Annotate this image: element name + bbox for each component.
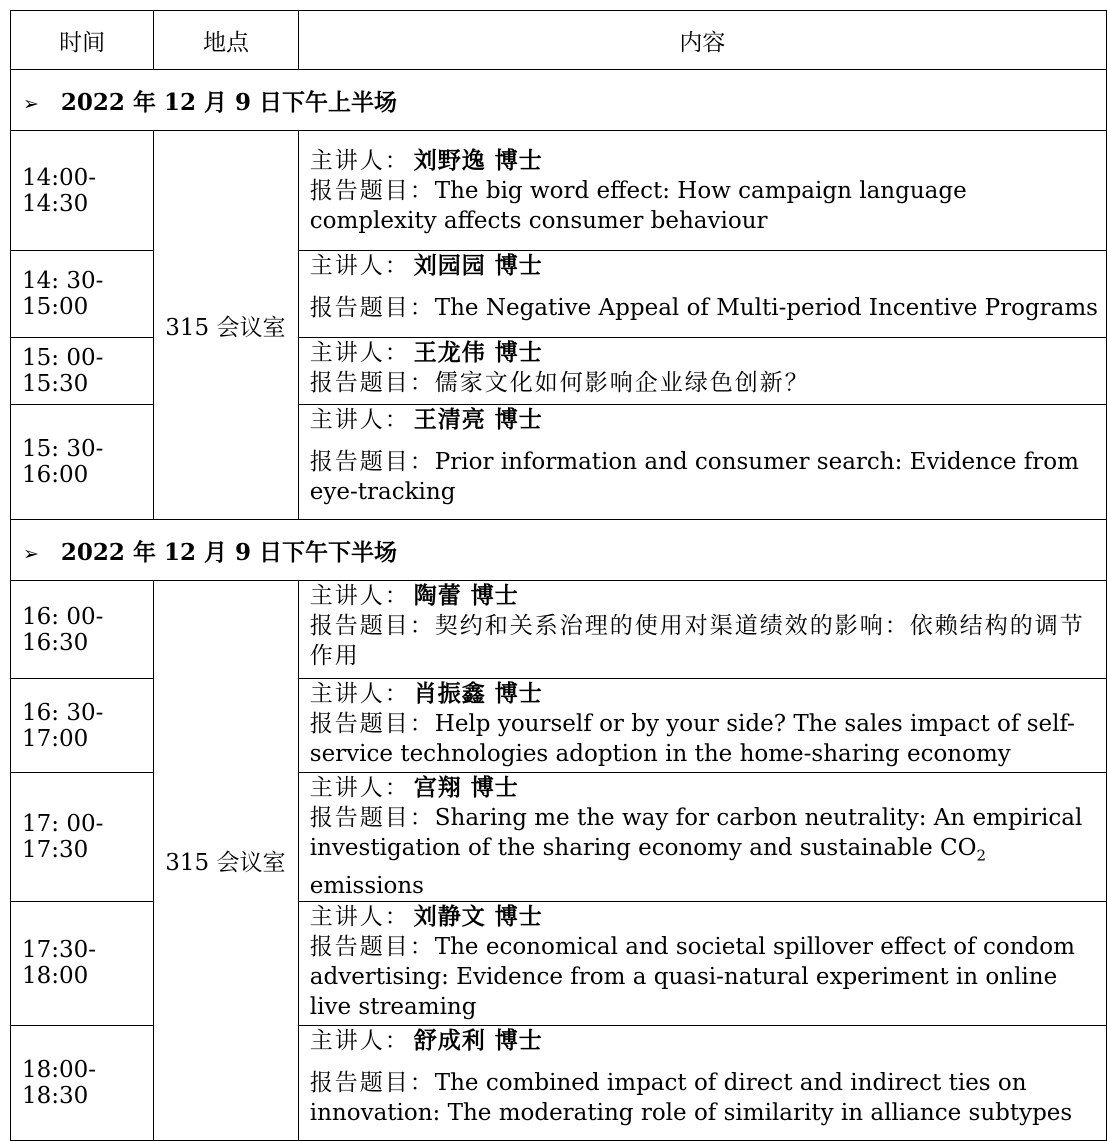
speaker-name: 刘野逸 博士 (413, 147, 543, 174)
arrow-bullet-icon: ➢ (23, 92, 39, 115)
session-content (298, 679, 1106, 773)
topic-title: The economical and societal spillover effect of condom advertising: Evidence from a quasi-natural experiment in online live streaming (309, 933, 1075, 1020)
session-content (298, 1025, 1106, 1140)
speaker-label: 主讲人： (309, 148, 410, 174)
speaker-label: 主讲人： (309, 407, 410, 433)
session-time: 15: 30-16:00 (11, 405, 154, 520)
topic-title: Help yourself or by your side? The sales impact of self-service technologies adoption in the home-sharing economy (309, 711, 1075, 767)
speaker-name: 王龙伟 博士 (413, 339, 543, 366)
topic-title: Sharing me the way for carbon neutrality: An empirical investigation of the sharing economy and sustainable CO (309, 805, 1083, 861)
session-content (298, 581, 1106, 679)
session-content (298, 338, 1106, 405)
speaker-name: 刘园园 博士 (413, 252, 543, 279)
section-title: 2022 年 12 月 9 日下午上半场 (60, 88, 397, 116)
topic-title-end: emissions (309, 872, 424, 899)
section-title: 2022 年 12 月 9 日下午下半场 (60, 538, 397, 566)
arrow-bullet-icon: ➢ (23, 542, 39, 565)
speaker-label: 主讲人： (309, 775, 410, 801)
session-time: 14: 30-15:00 (11, 251, 154, 338)
topic-label: 报告题目： (309, 178, 435, 204)
topic-title: The Negative Appeal of Multi-period Incentive Programs (434, 295, 1098, 321)
topic-subscript: 2 (976, 846, 987, 865)
topic-label: 报告题目： (309, 711, 435, 737)
speaker-label: 主讲人： (309, 340, 410, 366)
schedule-table-wrapper (10, 10, 1107, 1141)
topic-label: 报告题目： (309, 370, 435, 396)
header-time: 时间 (11, 11, 154, 70)
session-content (298, 131, 1106, 251)
speaker-name: 刘静文 博士 (413, 902, 543, 930)
speaker-label: 主讲人： (309, 903, 410, 930)
speaker-name: 舒成利 博士 (413, 1026, 543, 1054)
session-time: 16: 30-17:00 (11, 679, 154, 773)
topic-title: Prior information and consumer search: Evidence from eye-tracking (309, 449, 1079, 505)
speaker-label: 主讲人： (309, 253, 410, 279)
session-time: 18:00-18:30 (11, 1025, 154, 1140)
speaker-name: 肖振鑫 博士 (413, 680, 543, 707)
header-content: 内容 (298, 11, 1106, 70)
speaker-name: 王清亮 博士 (413, 406, 543, 433)
session-time: 17:30-18:00 (11, 901, 154, 1025)
session-content (298, 773, 1106, 902)
section-header-1 (11, 70, 1107, 131)
session-venue: 315 会议室 (154, 581, 298, 1141)
table-row (11, 581, 1107, 679)
topic-label: 报告题目： (309, 613, 435, 639)
schedule-table (10, 10, 1107, 1141)
session-content (298, 405, 1106, 520)
session-content (298, 251, 1106, 338)
session-time: 17: 00-17:30 (11, 773, 154, 902)
topic-label: 报告题目： (309, 1069, 435, 1096)
session-content (298, 901, 1106, 1025)
speaker-label: 主讲人： (309, 681, 410, 707)
session-time: 14:00-14:30 (11, 131, 154, 251)
topic-label: 报告题目： (309, 449, 435, 475)
speaker-label: 主讲人： (309, 583, 410, 609)
topic-label: 报告题目： (309, 933, 435, 960)
topic-title: 契约和关系治理的使用对渠道绩效的影响：依赖结构的调节作用 (309, 613, 1085, 669)
section-header-2 (11, 520, 1107, 581)
topic-title: 儒家文化如何影响企业绿色创新？ (434, 370, 810, 396)
table-row (11, 131, 1107, 251)
topic-title: The big word effect: How campaign language complexity affects consumer behaviour (309, 178, 967, 234)
session-venue: 315 会议室 (154, 131, 298, 520)
header-venue: 地点 (154, 11, 298, 70)
session-time: 16: 00-16:30 (11, 581, 154, 679)
header-row (11, 11, 1107, 70)
speaker-label: 主讲人： (309, 1027, 410, 1054)
speaker-name: 宫翔 博士 (413, 774, 519, 801)
speaker-name: 陶蕾 博士 (413, 582, 519, 609)
topic-label: 报告题目： (309, 805, 435, 831)
topic-label: 报告题目： (309, 295, 435, 321)
topic-title: The combined impact of direct and indirect ties on innovation: The moderating role of similarity in alliance subtypes (309, 1069, 1073, 1126)
session-time: 15: 00-15:30 (11, 338, 154, 405)
